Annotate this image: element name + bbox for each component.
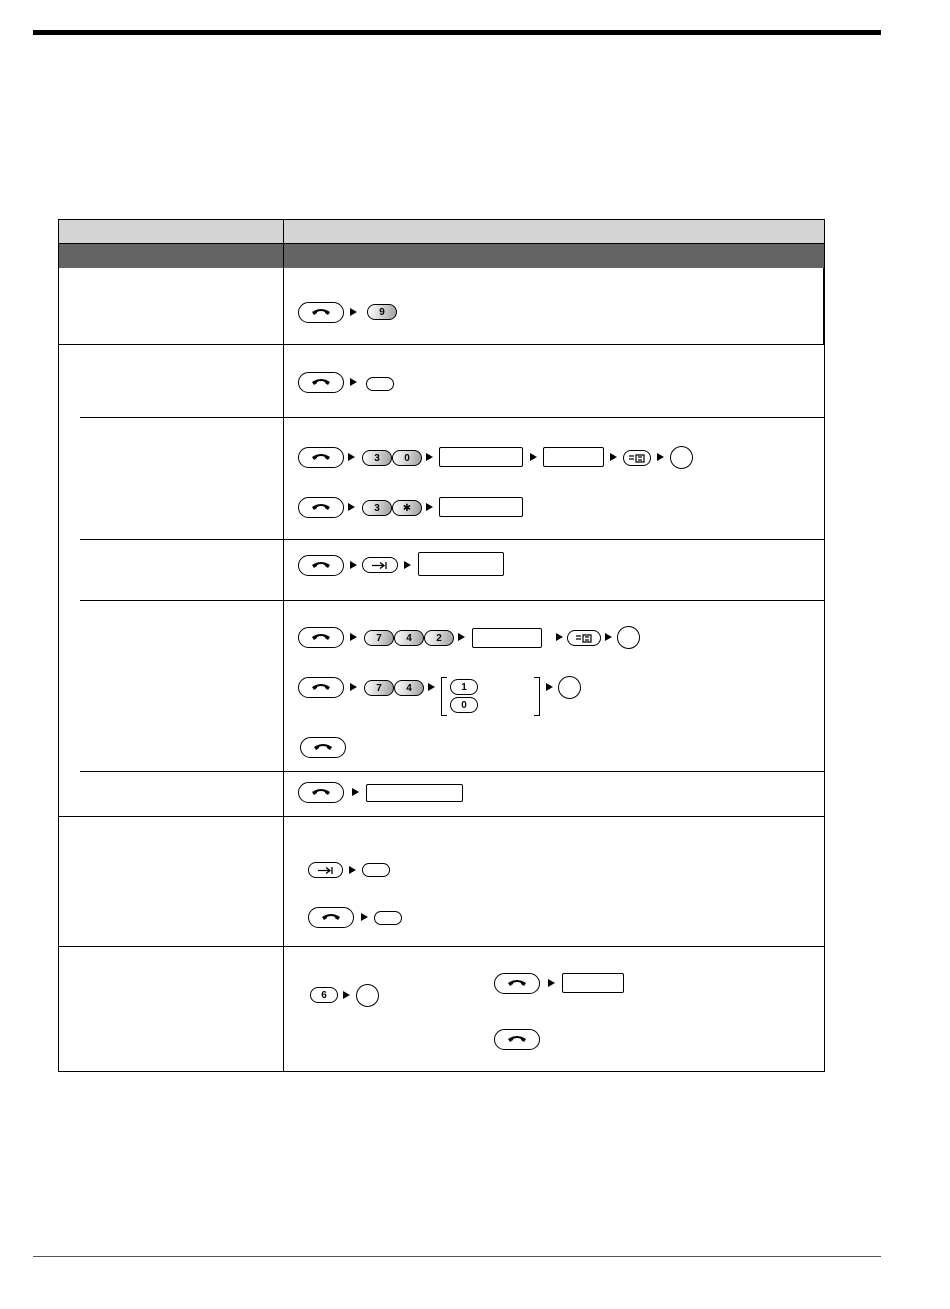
talk-key[interactable] — [298, 782, 344, 803]
phone-handset-icon — [311, 503, 331, 513]
phone-handset-icon — [311, 788, 331, 798]
step-arrow — [426, 453, 433, 461]
transfer-key[interactable] — [308, 862, 343, 878]
step-arrow — [348, 503, 355, 511]
option-bracket-left — [441, 677, 447, 716]
row-separator — [80, 539, 825, 540]
row-separator — [58, 344, 825, 345]
row-edge — [823, 268, 825, 345]
phone-handset-icon — [313, 743, 333, 753]
row-separator — [58, 816, 825, 817]
dial-key-3[interactable]: 3 — [362, 450, 392, 466]
talk-key[interactable] — [298, 372, 344, 393]
store-memory-icon — [575, 634, 593, 643]
store-key[interactable] — [623, 450, 651, 466]
round-key[interactable] — [356, 984, 379, 1007]
phone-handset-icon — [311, 683, 331, 693]
dial-key-6[interactable]: 6 — [310, 987, 338, 1003]
soft-key[interactable] — [366, 377, 394, 391]
step-arrow — [556, 633, 563, 641]
dial-key-3[interactable]: 3 — [362, 500, 392, 516]
step-arrow — [530, 453, 537, 461]
entry-field-key[interactable] — [418, 552, 504, 576]
step-arrow — [350, 378, 357, 386]
dial-key-0[interactable]: 0 — [450, 697, 478, 713]
step-arrow — [350, 308, 357, 316]
bottom-rule — [33, 1256, 881, 1257]
transfer-key[interactable] — [362, 557, 398, 573]
round-key[interactable] — [558, 676, 581, 699]
dial-key-star[interactable]: ✱ — [392, 500, 422, 516]
entry-field-key[interactable] — [562, 973, 624, 993]
step-arrow — [361, 913, 368, 921]
dial-key-9[interactable]: 9 — [367, 304, 397, 320]
phone-handset-icon — [311, 308, 331, 318]
store-memory-icon — [628, 454, 646, 463]
phone-handset-icon — [311, 561, 331, 571]
talk-key[interactable] — [308, 907, 354, 928]
step-arrow — [352, 788, 359, 796]
entry-field-key[interactable] — [543, 447, 604, 467]
dial-key-4[interactable]: 4 — [394, 680, 424, 696]
step-arrow — [348, 453, 355, 461]
step-arrow — [350, 561, 357, 569]
talk-key[interactable] — [298, 555, 344, 576]
step-arrow — [458, 633, 465, 641]
top-rule — [33, 30, 881, 35]
step-arrow — [546, 683, 553, 691]
talk-key[interactable] — [300, 737, 346, 758]
step-arrow — [428, 683, 435, 691]
step-arrow — [657, 453, 664, 461]
entry-field-key[interactable] — [472, 628, 542, 648]
entry-field-key[interactable] — [439, 447, 523, 467]
row-separator — [80, 771, 825, 772]
step-arrow — [350, 683, 357, 691]
talk-key[interactable] — [298, 302, 344, 323]
row-separator — [58, 946, 825, 947]
talk-key[interactable] — [298, 677, 344, 698]
step-arrow — [610, 453, 617, 461]
step-arrow — [350, 633, 357, 641]
step-arrow — [343, 991, 350, 999]
talk-key[interactable] — [494, 973, 540, 994]
phone-handset-icon — [311, 378, 331, 388]
entry-field-key[interactable] — [439, 497, 523, 517]
step-arrow — [605, 633, 612, 641]
transfer-arrow-icon — [370, 561, 390, 570]
phone-handset-icon — [321, 913, 341, 923]
phone-handset-icon — [507, 979, 527, 989]
transfer-arrow-icon — [316, 866, 336, 875]
step-arrow — [548, 979, 555, 987]
store-key[interactable] — [567, 630, 601, 646]
dial-key-7[interactable]: 7 — [364, 630, 394, 646]
phone-handset-icon — [311, 633, 331, 643]
dial-key-4[interactable]: 4 — [394, 630, 424, 646]
round-key[interactable] — [617, 626, 640, 649]
row-separator — [80, 600, 825, 601]
talk-key[interactable] — [298, 447, 344, 468]
soft-key[interactable] — [362, 863, 390, 877]
dial-key-2[interactable]: 2 — [424, 630, 454, 646]
dial-key-7[interactable]: 7 — [364, 680, 394, 696]
round-key[interactable] — [670, 446, 693, 469]
phone-handset-icon — [311, 453, 331, 463]
talk-key[interactable] — [298, 627, 344, 648]
talk-key[interactable] — [298, 497, 344, 518]
dial-key-0[interactable]: 0 — [392, 450, 422, 466]
step-arrow — [404, 561, 411, 569]
soft-key[interactable] — [374, 911, 402, 925]
entry-field-key[interactable] — [366, 784, 463, 802]
row-separator — [80, 417, 825, 418]
step-arrow — [426, 503, 433, 511]
option-bracket-right — [534, 677, 540, 716]
talk-key[interactable] — [494, 1029, 540, 1050]
column-divider — [283, 219, 284, 1072]
phone-handset-icon — [507, 1035, 527, 1045]
step-arrow — [349, 866, 356, 874]
dial-key-1[interactable]: 1 — [450, 679, 478, 695]
